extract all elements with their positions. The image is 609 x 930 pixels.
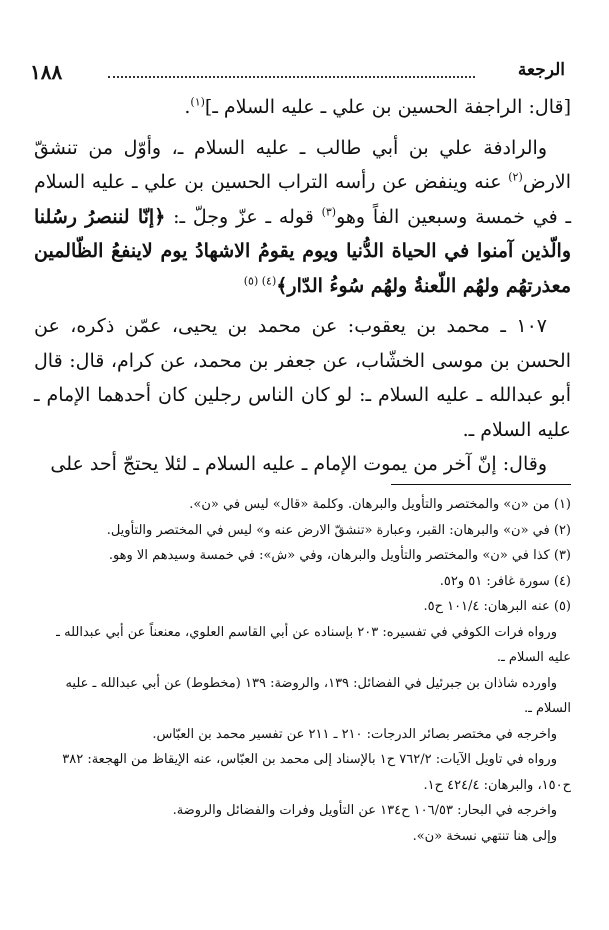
footnote-3: (٣) كذا في «ن» والمختصر والتأويل والبرهان، وفي «ش»: في خمسة وسيدهم الا وهو. [108,548,571,563]
footnote-1: (١) من «ن» والمختصر والتأويل والبرهان. وكلمة «قال» ليس في «ن». [189,497,571,512]
p2-part-c: قوله ـ عزّ وجلّ ـ: [165,205,322,228]
footnotes [34,492,571,849]
paragraph-3: ١٠٧ ـ محمد بن يعقوب: عن محمد بن يحيى، عمّن ذكره، عن الحسن بن موسى الخشّاب، عن جعفر بن محمد، عن كرام، قال: قال أبو عبدالله ـ عليه السلام ـ: لو كان الناس رجلين كان أحدهما الإمام ـ عليه السلام ـ. [34,315,571,441]
footnote-ref-3: (٣) [321,205,337,219]
footnote-5-line-2: واورده شاذان بن جبرئيل في الفضائل: ١٣٩، والروضة: ١٣٩ (مخطوط) عن أبي عبدالله ـ عليه السلام ـ. [65,675,571,716]
footnote-5-line-3: واخرجه في مختصر بصائر الدرجات: ٢١٠ ـ ٢١١ عن تفسير محمد بن العبّاس. [152,726,557,742]
footnote-ref-1: (١) [190,95,205,109]
main-text [34,90,571,482]
paragraph-2 [34,131,571,304]
quran-verse: ﴿إنّا لننصرُ رسُلنا والّذين آمنوا في الحياة الدُّنيا ويوم يقومُ الاشهادُ يوم لاينفعُ الظّالمين معذرتهُم ولهُم اللّعنةُ ولهُم سُوءُ الدّار﴾ [34,205,571,297]
page-header [30,60,565,84]
p1-text: [قال: الراجفة الحسين بن علي ـ عليه السلام ـ] [204,96,571,118]
p1-end: . [184,96,191,118]
running-title: الرجعة [517,60,565,80]
p2-part-b: عنه وينفض عن رأسه التراب الحسين بن علي ـ عليه السلام ـ في خمسة وسبعين الفاً وهو [34,171,572,228]
dotted-leader [108,76,475,78]
p2-part-a: والرادفة علي بن أبي طالب ـ عليه السلام ـ، وأوّل من تنشقّ الارض [34,136,571,193]
footnote-4: (٤) سورة غافر: ٥١ و٥٢. [439,573,571,589]
paragraph-4: وقال: إنّ آخر من يموت الإمام ـ عليه السلام ـ لئلا يحتجّ أحد على [50,453,547,475]
footnote-2: (٢) في «ن» والبرهان: القبر، وعبارة «تنشقّ الارض عنه و» ليس في المختصر والتأويل. [106,522,571,538]
paragraph-1 [34,90,571,125]
page-number: ١٨٨ [30,60,63,84]
footnote-ref-5: (٥) [243,274,262,288]
footnote-separator [391,484,571,485]
footnote-ref-2: (٢) [508,170,523,184]
footnote-5-line-5: واخرجه في البحار: ١٠٦/٥٣ ح١٣٤ عن التأويل وفرات والفضائل والروضة. [172,803,557,818]
footnote-ref-4: (٤) [261,274,277,288]
footnote-5-line-1: ورواه فرات الكوفي في تفسيره: ٢٠٣ بإسناده عن أبي القاسم العلوي، معنعناً عن أبي عبدالله ـ عليه السلام ـ. [56,624,571,665]
footnote-5-line-4: ورواه في تاويل الآيات: ٧٦٢/٢ ح١ بالإسناد إلى محمد بن العبّاس، عنه الإيقاظ من الهجعة: ٣٨٢ ح١٥٠، والبرهان: ٤٢٤/٤ ح١. [62,752,571,793]
footnote-5-line-6: وإلى هنا تنتهي نسخة «ن». [412,828,557,844]
footnote-5: (٥) عنه البرهان: ١٠١/٤ ح٥. [423,599,571,614]
